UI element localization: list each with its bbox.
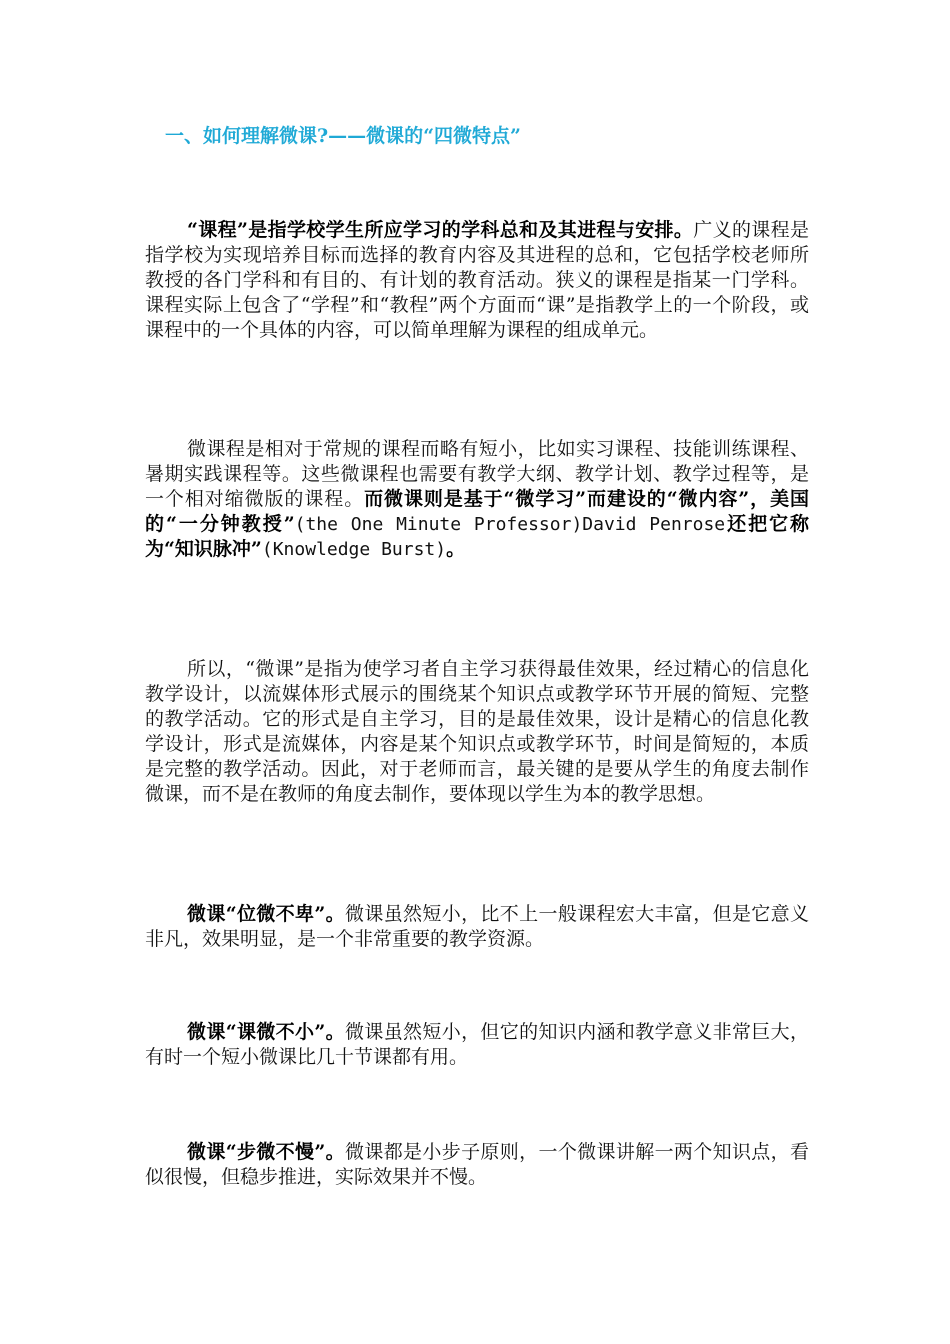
paragraph-text: 微课虽然短小，但它的知识内涵和教学意义非常巨大，有时一个短小微课比几十节课都有用。 bbox=[145, 1021, 809, 1068]
bold-text: 。 bbox=[446, 538, 466, 560]
bold-lead: “课程”是指学校学生所应学习的学科总和及其进程与安排。 bbox=[187, 219, 694, 241]
paragraph-feature-1 bbox=[145, 902, 809, 952]
paragraph-feature-2 bbox=[145, 1020, 809, 1070]
latin-text: (Knowledge Burst) bbox=[261, 539, 447, 560]
paragraph-micro-course bbox=[145, 437, 809, 562]
paragraph-text: 所以，“微课”是指为使学习者自主学习获得最佳效果，经过精心的信息化教学设计，以流媒体形式展示的围绕某个知识点或教学环节开展的简短、完整的教学活动。它的形式是自主学习，目的是最佳效果，设计是精心的信息化教学设计，形式是流媒体，内容是某个知识点或教学环节，时间是简短的，本质是完整的教学活动。因此，对于老师而言，最关键的是要从学生的角度去制作微课，而不是在教师的角度去制作，要体现以学生为本的教学思想。 bbox=[145, 658, 809, 805]
section-heading: 一、如何理解微课?——微课的“四微特点” bbox=[165, 125, 521, 147]
bold-text: 还把它称为“知识脉冲” bbox=[145, 513, 810, 560]
bold-lead: 微课“课微不小”。 bbox=[187, 1021, 345, 1043]
paragraph-micro-lesson-definition bbox=[145, 657, 809, 807]
paragraph-text: 微课虽然短小，比不上一般课程宏大丰富，但是它意义非凡，效果明显，是一个非常重要的教学资源。 bbox=[145, 903, 809, 950]
bold-text: 而微课则是基于“微学习”而建设的“微内容”，美国的“一分钟教授” bbox=[145, 488, 809, 535]
paragraph-text: 微课程是相对于常规的课程而略有短小，比如实习课程、技能训练课程、暑期实践课程等。这些微课程也需要有教学大纲、教学计划、教学过程等，是一个相对缩微版的课程。 bbox=[145, 438, 809, 510]
paragraph-course-definition bbox=[145, 218, 809, 343]
paragraph-text: 广义的课程是指学校为实现培养目标而选择的教育内容及其进程的总和，它包括学校老师所教授的各门学科和有目的、有计划的教育活动。狭义的课程是指某一门学科。课程实际上包含了“学程”和“教程”两个方面而“课”是指教学上的一个阶段，或课程中的一个具体的内容，可以简单理解为课程的组成单元。 bbox=[145, 219, 809, 341]
latin-text: (the One Minute Professor)David Penrose bbox=[294, 514, 726, 535]
bold-lead: 微课“位微不卑”。 bbox=[187, 903, 345, 925]
paragraph-feature-3 bbox=[145, 1140, 809, 1190]
bold-lead: 微课“步微不慢”。 bbox=[187, 1141, 345, 1163]
paragraph-text: 微课都是小步子原则，一个微课讲解一两个知识点，看似很慢，但稳步推进，实际效果并不慢。 bbox=[145, 1141, 809, 1188]
